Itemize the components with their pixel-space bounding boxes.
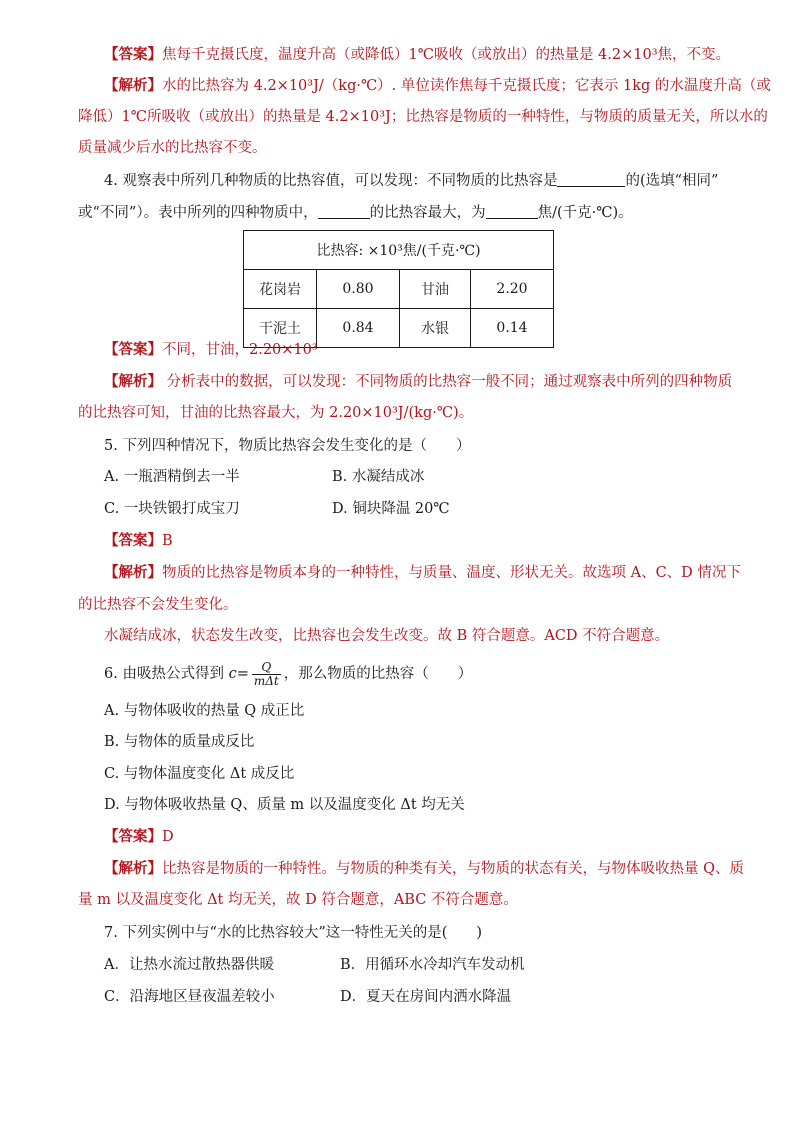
analysis-tag: 【解析】 xyxy=(104,77,162,94)
fill-blank xyxy=(318,204,370,219)
table-cell: 花岗岩 xyxy=(244,270,317,309)
answer-tag: 【答案】 xyxy=(104,46,162,63)
formula-fraction xyxy=(252,661,281,688)
formula-equals: = xyxy=(236,666,249,682)
table-cell: 0.80 xyxy=(317,270,400,309)
q6-option-b: B. 与物体的质量成反比 xyxy=(104,734,255,750)
q3-analysis-line-2: 降低）1℃所吸收（或放出）的热量是 4.2×10³J；比热容是物质的一种特性，与物质的质量无关，所以水的 xyxy=(78,109,768,125)
fraction-denominator: mΔt xyxy=(253,673,279,688)
q6-analysis-line-1 xyxy=(104,859,744,879)
answer-text: B xyxy=(162,533,173,549)
q6-stem-text: 6. 由吸热公式得到 xyxy=(104,666,229,682)
fill-blank xyxy=(557,172,625,187)
analysis-tag: 【解析】 xyxy=(104,373,162,390)
table-header-cell: 比热容: ×10³焦/(千克·℃) xyxy=(244,231,554,270)
q4-analysis-line-1 xyxy=(104,372,732,392)
answer-tag: 【答案】 xyxy=(104,828,162,845)
q5-analysis-line-1 xyxy=(104,563,741,583)
table-cell: 水银 xyxy=(400,309,471,348)
q5-option-a: A. 一瓶酒精倒去一半 xyxy=(104,469,240,485)
q5-analysis-line-2: 的比热容不会发生变化。 xyxy=(78,597,238,613)
q7-option-c: C．沿海地区昼夜温差较小 xyxy=(104,989,275,1005)
q5-answer-line xyxy=(104,531,173,551)
q6-option-a: A. 与物体吸收的热量 Q 成正比 xyxy=(104,703,305,719)
answer-text: D xyxy=(162,829,174,845)
table-cell: 0.14 xyxy=(471,309,554,348)
analysis-text: 比热容是物质的一种特性。与物质的种类有关，与物质的状态有关，与物体吸收热量 Q、质 xyxy=(162,861,744,877)
q7-stem: 7. 下列实例中与“水的比热容较大”这一特性无关的是( ) xyxy=(104,925,483,941)
q6-analysis-line-2: 量 m 以及温度变化 Δt 均无关，故 D 符合题意，ABC 不符合题意。 xyxy=(78,892,518,908)
table-cell: 2.20 xyxy=(471,270,554,309)
fraction-numerator: Q xyxy=(252,661,281,675)
q5-option-d: D. 铜块降温 20℃ xyxy=(332,501,450,517)
specific-heat-table xyxy=(243,230,554,348)
q3-analysis-line-1 xyxy=(104,76,771,96)
table-cell: 甘油 xyxy=(400,270,471,309)
q5-option-b: B. 水凝结成冰 xyxy=(332,469,425,485)
q4-stem-line-1 xyxy=(104,171,718,191)
q6-option-d: D. 与物体吸收热量 Q、质量 m 以及温度变化 Δt 均无关 xyxy=(104,797,465,813)
q6-answer-line xyxy=(104,827,174,847)
analysis-text: 水的比热容为 4.2×10³J/（kg·℃）. 单位读作焦每千克摄氏度；它表示 1kg 的水温度升高（或 xyxy=(162,78,771,94)
q7-option-b: B．用循环水冷却汽车发动机 xyxy=(340,957,525,973)
answer-text: 焦每千克摄氏度，温度升高（或降低）1℃吸收（或放出）的热量是 4.2×10³焦，不变。 xyxy=(162,47,731,63)
q4-stem-text: 或“不同”）。表中所列的四种物质中， xyxy=(78,205,318,221)
q6-stem xyxy=(104,659,472,689)
q5-stem: 5. 下列四种情况下，物质比热容会发生变化的是（ ） xyxy=(104,438,471,454)
table-cell: 0.84 xyxy=(317,309,400,348)
q4-stem-text: 4. 观察表中所列几种物质的比热容值，可以发现：不同物质的比热容是 xyxy=(104,173,558,189)
q6-option-c: C. 与物体温度变化 Δt 成反比 xyxy=(104,766,295,782)
analysis-text: 物质的比热容是物质本身的一种特性，与质量、温度、形状无关。故选项 A、C、D 情况下 xyxy=(162,565,741,581)
answer-tag: 【答案】 xyxy=(104,341,162,358)
analysis-tag: 【解析】 xyxy=(104,860,162,877)
table-row xyxy=(244,270,554,309)
analysis-text: 分析表中的数据，可以发现：不同物质的比热容一般不同；通过观察表中所列的四种物质 xyxy=(162,374,733,390)
q7-option-a: A．让热水流过散热器供暖 xyxy=(104,957,274,973)
q4-stem-text: 的比热容最大，为 xyxy=(369,205,486,221)
q5-analysis-line-3: 水凝结成冰，状态发生改变，比热容也会发生改变。故 B 符合题意。ACD 不符合题意。 xyxy=(104,628,670,644)
q7-option-d: D．夏天在房间内洒水降温 xyxy=(340,989,512,1005)
answer-text: 不同，甘油，2.20×10³ xyxy=(162,342,318,358)
q3-analysis-line-3: 质量减少后水的比热容不变。 xyxy=(78,140,267,156)
q4-stem-text: 的(选填“相同” xyxy=(625,173,719,189)
table-cell: 干泥土 xyxy=(244,309,317,348)
table-header-row xyxy=(244,231,554,270)
q4-stem-text: 焦/(千克·℃)。 xyxy=(537,205,633,221)
answer-tag: 【答案】 xyxy=(104,532,162,549)
q5-option-c: C. 一块铁锻打成宝刀 xyxy=(104,501,240,517)
q4-analysis-line-2: 的比热容可知，甘油的比热容最大，为 2.20×10³J/(kg·℃)。 xyxy=(78,405,474,421)
formula-variable: c xyxy=(228,666,237,682)
q4-answer-line xyxy=(104,340,318,360)
q4-stem-line-2 xyxy=(78,203,633,223)
q3-answer-line xyxy=(104,45,730,65)
analysis-tag: 【解析】 xyxy=(104,564,162,581)
fill-blank xyxy=(486,204,538,219)
q6-stem-text: ，那么物质的比热容（ ） xyxy=(283,666,473,682)
